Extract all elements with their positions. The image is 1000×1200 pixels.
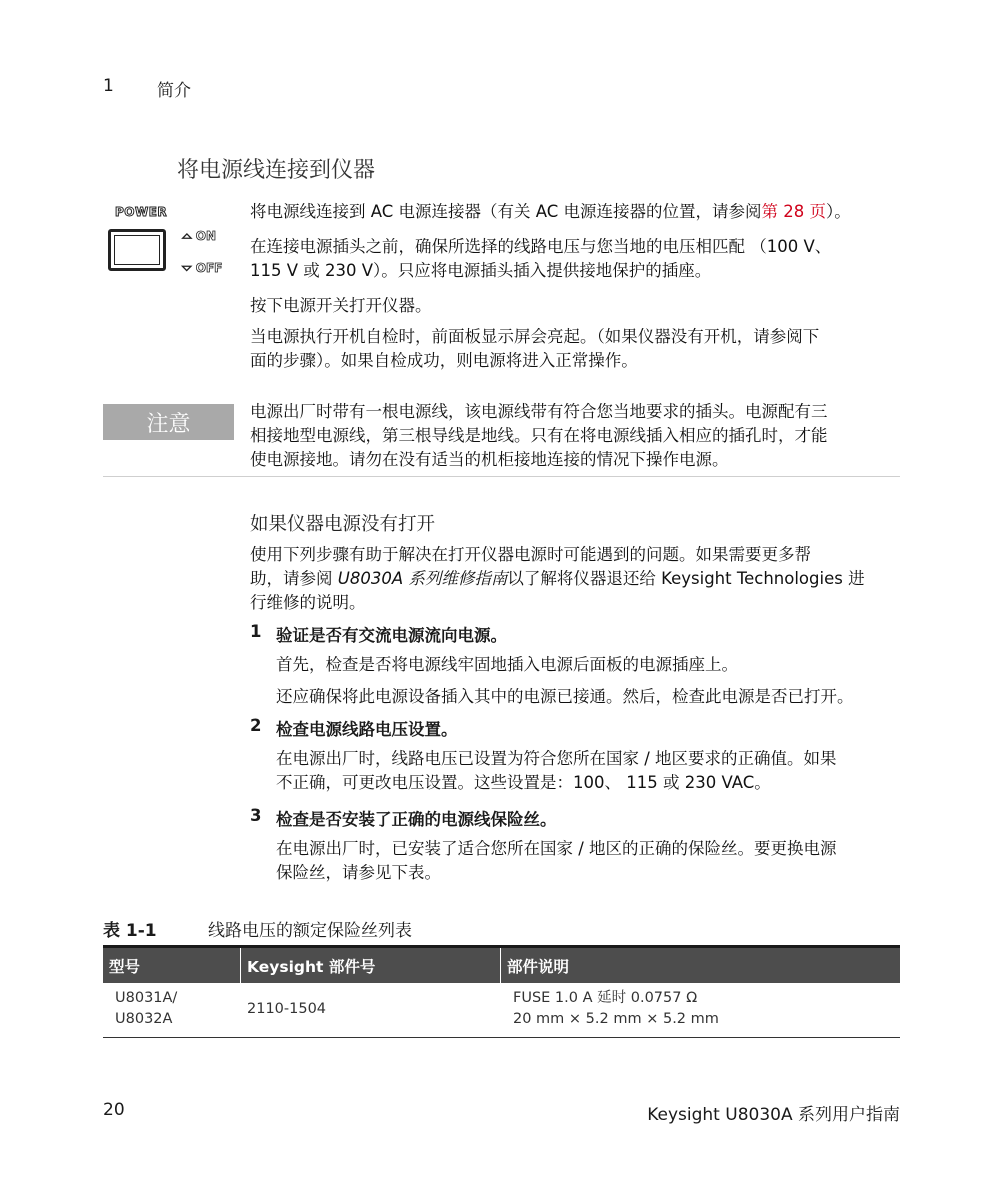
table-row (103, 983, 900, 1038)
paragraph-connect: 将电源线连接到 AC 电源连接器（有关 AC 电源连接器的位置，请参阅第 28 页）。 (250, 202, 851, 221)
note-text: 电源出厂时带有一根电源线，该电源线带有符合您当地要求的插头。电源配有三 相接地型电源线，第三根导线是地线。只有在将电源线插入相应的插孔时，才能 使电源接地。请勿在没有适当的机柜接地连接的情况下操作电源。 (250, 402, 828, 469)
column-header: Keysight 部件号 (241, 948, 501, 983)
step-number: 2 (250, 716, 262, 735)
paragraph-voltage: 在连接电源插头之前，确保所选择的线路电压与您当地的电压相匹配 （100 V、 115 V 或 230 V）。只应将电源插头插入提供接地保护的插座。 (250, 237, 832, 280)
page-number: 20 (103, 1100, 125, 1120)
step-title: 检查电源线路电压设置。 (276, 720, 458, 739)
page-28-link[interactable]: 第 28 页 (761, 202, 827, 221)
service-guide-ref: U8030A 系列维修指南 (337, 569, 508, 588)
step-text: 还应确保将此电源设备插入其中的电源已接通。然后，检查此电源是否已打开。 (276, 687, 854, 706)
troubleshoot-intro: 使用下列步骤有助于解决在打开仪器电源时可能遇到的问题。如果需要更多帮 助，请参阅 U8030A 系列维修指南以了解将仪器退还给 Keysight Technologies 进 行维修的说明。 (250, 545, 865, 612)
step-title: 检查是否安装了正确的电源线保险丝。 (276, 810, 557, 829)
table-label: 表 1-1 (103, 921, 157, 941)
step-number: 1 (250, 622, 262, 641)
table-caption: 线路电压的额定保险丝列表 (208, 921, 412, 941)
document-title: Keysight U8030A 系列用户指南 (647, 1105, 900, 1125)
model-cell: U8031A/ U8032A (115, 990, 178, 1027)
step-text: 首先，检查是否将电源线牢固地插入电源后面板的电源插座上。 (276, 655, 738, 674)
note-badge: 注意 (103, 404, 234, 440)
fuse-table (103, 945, 900, 1038)
step-title: 验证是否有交流电源流向电源。 (276, 626, 507, 645)
subsection-title: 如果仪器电源没有打开 (250, 514, 436, 535)
power-switch-icon (108, 229, 166, 271)
part-number-cell: 2110-1504 (247, 1000, 327, 1017)
power-label: POWER (115, 205, 168, 219)
divider (103, 476, 900, 477)
step-number: 3 (250, 806, 262, 825)
chapter-title: 简介 (157, 81, 191, 101)
table-header (103, 948, 900, 983)
chapter-number: 1 (103, 76, 114, 96)
on-label: ⏶ ON (182, 229, 217, 243)
section-title: 将电源线连接到仪器 (177, 158, 376, 183)
column-header: 型号 (103, 948, 241, 983)
step-text: 在电源出厂时，已安装了适合您所在国家 / 地区的正确的保险丝。要更换电源 保险丝，请参见下表。 (276, 839, 837, 882)
column-header: 部件说明 (507, 957, 570, 976)
paragraph-selftest: 当电源执行开机自检时，前面板显示屏会亮起。（如果仪器没有开机，请参阅下 面的步骤）。如果自检成功，则电源将进入正常操作。 (250, 327, 820, 370)
description-cell: FUSE 1.0 A 延时 0.0757 Ω 20 mm × 5.2 mm × 5.2 mm (513, 990, 719, 1027)
paragraph-press-switch: 按下电源开关打开仪器。 (250, 296, 432, 315)
off-label: ⏷ OFF (182, 261, 223, 275)
step-text: 在电源出厂时，线路电压已设置为符合您所在国家 / 地区要求的正确值。如果 不正确，可更改电压设置。这些设置是：100、 115 或 230 VAC。 (276, 749, 837, 792)
